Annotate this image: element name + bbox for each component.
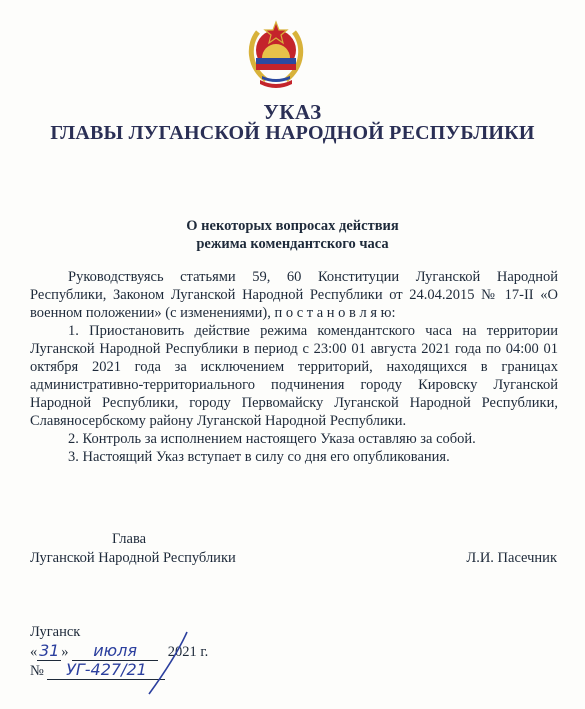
- date-day: 31: [39, 641, 60, 660]
- coat-of-arms-icon: [244, 14, 308, 90]
- date-month: июля: [72, 641, 158, 661]
- signatory-name: Л.И. Пасечник: [466, 550, 557, 566]
- number-value: УГ-427/21: [47, 660, 165, 680]
- signature-stroke-icon: [135, 628, 195, 698]
- clause-3-paragraph: 3. Настоящий Указ вступает в силу со дня его опубликования.: [68, 449, 450, 465]
- number-prefix: №: [30, 663, 44, 679]
- date-year: 2021 г.: [167, 644, 209, 660]
- preamble-paragraph: Руководствуясь статьями 59, 60 Конституции Луганской Народной Республики, Законом Луганской Народной Республики от 24.04.2015 № 17-II «О военном положении» (с изменениями), п о с т а н о в л я ю:: [30, 269, 558, 321]
- issue-city: Луганск: [30, 624, 81, 640]
- decree-body: [30, 268, 558, 466]
- clause-1-paragraph: 1. Приостановить действие режима комендантского часа на территории Луганской Народной Республики в период с 23:00 01 августа 2021 года по 04:00 01 октября 2021 года за исключением территорий, находящихся в границах административно-территориального подчинения городу Кировску Луганской Народной Республики, городу Первомайску Луганской Народной Республики, Славяносербскому району Луганской Народной Республики.: [30, 323, 558, 429]
- clause-2-paragraph: 2. Контроль за исполнением настоящего Указа оставляю за собой.: [68, 431, 476, 447]
- decree-issuer-title: ГЛАВЫ ЛУГАНСКОЙ НАРОДНОЙ РЕСПУБЛИКИ: [50, 122, 535, 144]
- signatory-title-line-1: Глава: [112, 531, 147, 547]
- date-close-quote: »: [61, 644, 69, 660]
- signatory-title-line-2: Луганской Народной Республики: [30, 550, 236, 566]
- subject-line-1: О некоторых вопросах действия: [186, 218, 399, 234]
- date-open-quote: «: [30, 644, 38, 660]
- decree-title: УКАЗ: [263, 100, 322, 124]
- subject-line-2: режима комендантского часа: [196, 236, 389, 252]
